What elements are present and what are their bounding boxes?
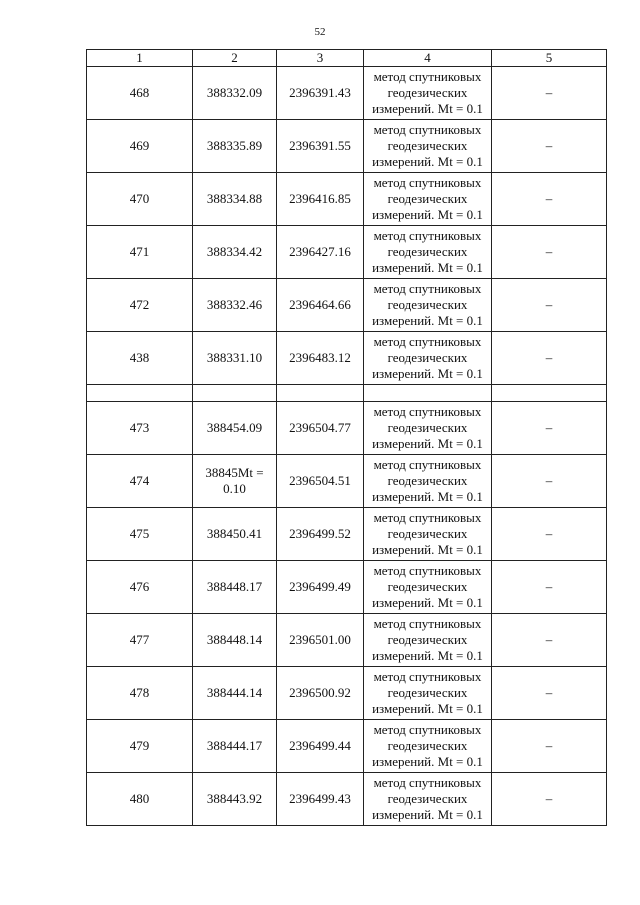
method-line: метод спутниковых <box>373 122 482 137</box>
method-line: метод спутниковых <box>373 404 482 419</box>
x-coordinate-cell: 388334.42 <box>193 226 277 279</box>
method-line: геодезических <box>387 297 468 312</box>
method-cell <box>364 173 492 226</box>
x-coordinate-cell: 388334.88 <box>193 173 277 226</box>
empty-cell <box>364 385 492 402</box>
method-cell <box>364 279 492 332</box>
method-cell <box>364 67 492 120</box>
method-line: геодезических <box>387 85 468 100</box>
method-line: геодезических <box>387 791 468 806</box>
y-coordinate-cell: 2396504.51 <box>277 455 364 508</box>
method-line: метод спутниковых <box>373 281 482 296</box>
method-cell <box>364 120 492 173</box>
point-number-cell: 470 <box>87 173 193 226</box>
y-coordinate-cell: 2396391.55 <box>277 120 364 173</box>
x-coordinate-cell: 388454.09 <box>193 402 277 455</box>
note-cell: – <box>492 226 607 279</box>
method-line: геодезических <box>387 244 468 259</box>
method-cell <box>364 226 492 279</box>
table-row <box>87 455 607 508</box>
method-line: геодезических <box>387 350 468 365</box>
empty-separator-row <box>87 385 607 402</box>
y-coordinate-cell: 2396499.49 <box>277 561 364 614</box>
method-cell <box>364 561 492 614</box>
table-row <box>87 561 607 614</box>
empty-cell <box>193 385 277 402</box>
x-coordinate-cell: 388444.17 <box>193 720 277 773</box>
method-line: геодезических <box>387 632 468 647</box>
note-cell: – <box>492 773 607 826</box>
method-line: измерений. Mt = 0.1 <box>372 807 483 822</box>
y-coordinate-cell: 2396500.92 <box>277 667 364 720</box>
method-line: метод спутниковых <box>373 175 482 190</box>
point-number-cell: 469 <box>87 120 193 173</box>
note-cell: – <box>492 720 607 773</box>
table-row <box>87 279 607 332</box>
method-line: измерений. Mt = 0.1 <box>372 207 483 222</box>
x-coordinate-cell: 388335.89 <box>193 120 277 173</box>
table-row <box>87 720 607 773</box>
method-line: метод спутниковых <box>373 563 482 578</box>
point-number-cell: 438 <box>87 332 193 385</box>
method-cell <box>364 332 492 385</box>
x-coordinate-cell: 388331.10 <box>193 332 277 385</box>
table-row <box>87 402 607 455</box>
method-line: метод спутниковых <box>373 69 482 84</box>
note-cell: – <box>492 667 607 720</box>
x-coordinate-cell: 388448.17 <box>193 561 277 614</box>
method-line: геодезических <box>387 738 468 753</box>
method-line: измерений. Mt = 0.1 <box>372 436 483 451</box>
note-cell: – <box>492 173 607 226</box>
method-line: измерений. Mt = 0.1 <box>372 648 483 663</box>
method-line: геодезических <box>387 473 468 488</box>
x-coordinate-cell: 388444.14 <box>193 667 277 720</box>
point-number-cell: 478 <box>87 667 193 720</box>
coordinates-table <box>86 49 607 826</box>
note-cell: – <box>492 561 607 614</box>
method-cell <box>364 402 492 455</box>
method-line: измерений. Mt = 0.1 <box>372 154 483 169</box>
note-cell: – <box>492 508 607 561</box>
header-cell-1: 1 <box>87 50 193 67</box>
table-row <box>87 332 607 385</box>
point-number-cell: 471 <box>87 226 193 279</box>
method-line: метод спутниковых <box>373 510 482 525</box>
y-coordinate-cell: 2396464.66 <box>277 279 364 332</box>
method-cell <box>364 614 492 667</box>
empty-cell <box>492 385 607 402</box>
method-line: метод спутниковых <box>373 457 482 472</box>
note-cell: – <box>492 402 607 455</box>
y-coordinate-cell: 2396504.77 <box>277 402 364 455</box>
table-row <box>87 226 607 279</box>
note-cell: – <box>492 67 607 120</box>
method-cell <box>364 773 492 826</box>
method-line: геодезических <box>387 685 468 700</box>
point-number-cell: 475 <box>87 508 193 561</box>
method-line: метод спутниковых <box>373 334 482 349</box>
note-cell: – <box>492 455 607 508</box>
table-row <box>87 173 607 226</box>
point-number-cell: 479 <box>87 720 193 773</box>
header-cell-4: 4 <box>364 50 492 67</box>
x-coordinate-cell: 38845Mt = 0.10 <box>193 455 277 508</box>
table-row <box>87 120 607 173</box>
method-line: измерений. Mt = 0.1 <box>372 595 483 610</box>
method-line: метод спутниковых <box>373 722 482 737</box>
y-coordinate-cell: 2396499.52 <box>277 508 364 561</box>
y-coordinate-cell: 2396501.00 <box>277 614 364 667</box>
point-number-cell: 476 <box>87 561 193 614</box>
empty-cell <box>277 385 364 402</box>
method-line: геодезических <box>387 138 468 153</box>
y-coordinate-cell: 2396483.12 <box>277 332 364 385</box>
table-row <box>87 614 607 667</box>
page-number: 52 <box>314 26 326 38</box>
method-line: измерений. Mt = 0.1 <box>372 260 483 275</box>
method-line: измерений. Mt = 0.1 <box>372 101 483 116</box>
point-number-cell: 468 <box>87 67 193 120</box>
x-coordinate-cell: 388332.46 <box>193 279 277 332</box>
method-line: геодезических <box>387 579 468 594</box>
header-cell-5: 5 <box>492 50 607 67</box>
point-number-cell: 474 <box>87 455 193 508</box>
method-line: метод спутниковых <box>373 775 482 790</box>
x-coordinate-cell: 388450.41 <box>193 508 277 561</box>
method-line: метод спутниковых <box>373 616 482 631</box>
table-row <box>87 667 607 720</box>
header-cell-2: 2 <box>193 50 277 67</box>
method-line: геодезических <box>387 191 468 206</box>
y-coordinate-cell: 2396391.43 <box>277 67 364 120</box>
method-line: измерений. Mt = 0.1 <box>372 366 483 381</box>
method-line: измерений. Mt = 0.1 <box>372 542 483 557</box>
empty-cell <box>87 385 193 402</box>
point-number-cell: 473 <box>87 402 193 455</box>
method-cell <box>364 508 492 561</box>
x-coordinate-cell: 388448.14 <box>193 614 277 667</box>
table-row <box>87 67 607 120</box>
header-cell-3: 3 <box>277 50 364 67</box>
method-line: измерений. Mt = 0.1 <box>372 313 483 328</box>
method-line: измерений. Mt = 0.1 <box>372 701 483 716</box>
note-cell: – <box>492 279 607 332</box>
method-line: измерений. Mt = 0.1 <box>372 489 483 504</box>
method-cell <box>364 455 492 508</box>
table-row <box>87 773 607 826</box>
note-cell: – <box>492 614 607 667</box>
method-line: метод спутниковых <box>373 669 482 684</box>
y-coordinate-cell: 2396499.44 <box>277 720 364 773</box>
point-number-cell: 472 <box>87 279 193 332</box>
x-coordinate-cell: 388443.92 <box>193 773 277 826</box>
method-line: геодезических <box>387 420 468 435</box>
note-cell: – <box>492 332 607 385</box>
point-number-cell: 477 <box>87 614 193 667</box>
point-number-cell: 480 <box>87 773 193 826</box>
method-line: геодезических <box>387 526 468 541</box>
method-line: метод спутниковых <box>373 228 482 243</box>
method-cell <box>364 720 492 773</box>
method-line: измерений. Mt = 0.1 <box>372 754 483 769</box>
method-cell <box>364 667 492 720</box>
table-header-row <box>87 50 607 67</box>
table-row <box>87 508 607 561</box>
x-coordinate-cell: 388332.09 <box>193 67 277 120</box>
y-coordinate-cell: 2396416.85 <box>277 173 364 226</box>
y-coordinate-cell: 2396427.16 <box>277 226 364 279</box>
y-coordinate-cell: 2396499.43 <box>277 773 364 826</box>
note-cell: – <box>492 120 607 173</box>
